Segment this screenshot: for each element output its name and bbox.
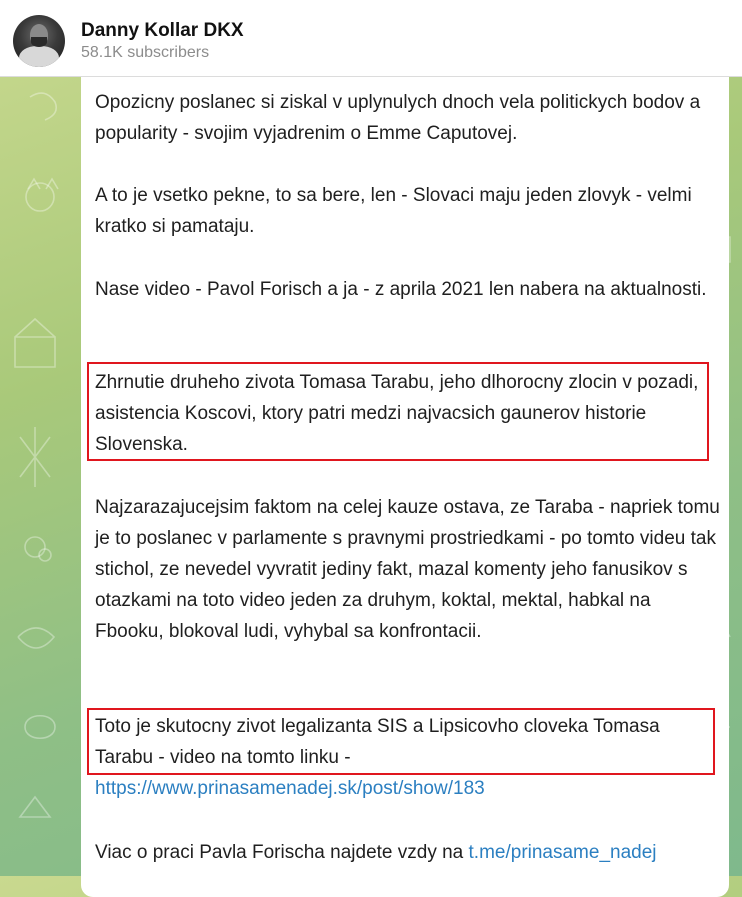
- message-paragraph-3: Nase video - Pavol Forisch a ja - z aprila 2021 len nabera na aktualnosti.: [95, 279, 707, 300]
- subscriber-count: 58.1K subscribers: [81, 44, 210, 61]
- link-paragraph: [95, 773, 720, 804]
- channel-avatar[interactable]: [13, 15, 65, 67]
- channel-header[interactable]: [0, 0, 742, 77]
- message-paragraph-4: Zhrnutie druheho zivota Tomasa Tarabu, jeho dlhorocny zlocin v pozadi, asistencia Koscovi, ktory patri medzi najvacsich gaunerov historie Slovenska.: [95, 372, 699, 455]
- article-link[interactable]: https://www.prinasamenadej.sk/post/show/183: [95, 778, 485, 799]
- message-paragraph-5: Najzarazajucejsim faktom na celej kauze ostava, ze Taraba - napriek tomu je to poslanec v parlamente s pravnymi prostriedkami - po tomto videu tak stichol, ze nevedel vyvratit jediny fakt, mazal komenty jeho fanusikov s otazkami na toto video jeden za druhym, koktal, mektal, habkal na Fbooku, blokoval ludi, vyhybal sa konfrontacii.: [95, 497, 720, 642]
- paragraph-7-text: Viac o praci Pavla Forischa najdete vzdy na: [95, 842, 469, 863]
- message-paragraph-7: [95, 837, 720, 868]
- telegram-channel-link[interactable]: t.me/prinasame_nadej: [468, 842, 657, 863]
- message-paragraph-1: Opozicny poslanec si ziskal v uplynulych dnoch vela politickych bodov a popularity - svojim vyjadrenim o Emme Caputovej.: [95, 92, 701, 144]
- message-paragraph-2: A to je vsetko pekne, to sa bere, len - Slovaci maju jeden zlovyk - velmi kratko si pamataju.: [95, 185, 692, 237]
- channel-name[interactable]: Danny Kollar DKX: [81, 20, 244, 41]
- message-paragraph-6: Toto je skutocny zivot legalizanta SIS a Lipsicovho cloveka Tomasa Tarabu - video na tomto linku -: [95, 716, 660, 768]
